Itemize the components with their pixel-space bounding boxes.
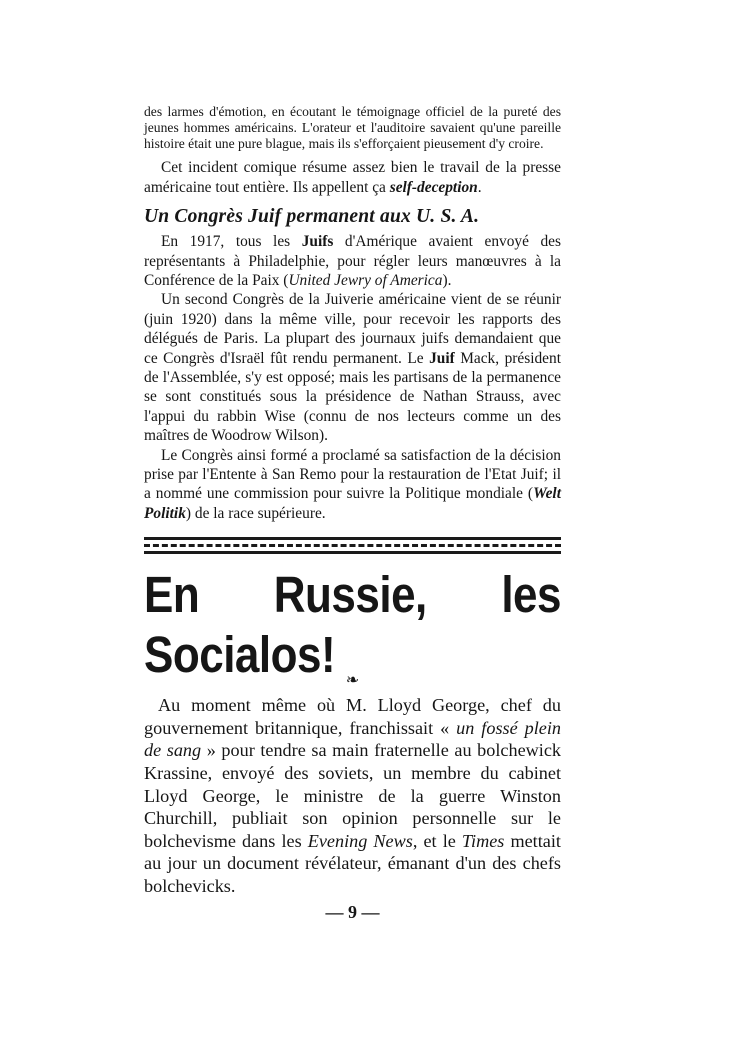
italic-run: Times — [461, 830, 505, 851]
italic-run: un fossé plein de sang — [144, 717, 561, 761]
paragraph-1917 — [144, 232, 561, 290]
italic-run: United Jewry of America — [288, 272, 443, 290]
text-run: Un second Congrès de la Juiverie américaine vient de se réunir (juin 1920) dans la même ville, pour recevoir les rapports des délégués de Paris. La plupart des journaux juifs demandaient que ce Congrès d'Israël fût rendu permanent. Le — [144, 291, 561, 367]
paragraph-second-congress — [144, 290, 561, 445]
top-paragraph: des larmes d'émotion, en écoutant le témoignage officiel de la pureté des jeunes hommes américains. L'orateur et l'auditoire savaient qu'une pareille histoire était une pure blague, mais ils s'efforçaient pieusement d'y croire. — [144, 104, 561, 151]
text-run: En 1917, tous les — [161, 233, 302, 251]
article-title: En Russie, les Socialos! — [144, 567, 561, 684]
italic-run: Evening News — [307, 830, 413, 851]
incident-paragraph — [144, 158, 561, 197]
ornament-icon: ❧ — [345, 672, 360, 690]
text-run: ) de la race supérieure. — [185, 504, 326, 522]
text-run: Le Congrès ainsi formé a proclamé sa satisfaction de la décision prise par l'Entente à San Remo pour la restauration de l'Etat Juif; il a nommé une commission pour suivre la Politique mondiale ( — [144, 446, 561, 503]
incident-emphasis: self-deception — [389, 178, 478, 196]
section-divider — [144, 537, 561, 554]
incident-text: Cet incident comique résume assez bien le travail de la presse américaine tout entière. Ils appellent ça — [144, 159, 561, 196]
section-heading: Un Congrès Juif permanent aux U. S. A. — [144, 206, 480, 228]
text-run: » pour tendre sa main fraternelle au bolchewick Krassine, envoyé des soviets, un membre du cabinet Lloyd George, le ministre de la guerre Winston Churchill, publiait son opinion personnelle sur le bolchevisme dans les — [144, 740, 561, 851]
text-run: Au moment même où M. Lloyd George, chef du gouvernement britannique, franchissait « — [144, 695, 561, 738]
bold-run: Juifs — [301, 233, 334, 251]
page-number: — 9 — — [325, 901, 380, 922]
text-run: mettait au jour un document révélateur, émanant d'un des chefs bolchevicks. — [144, 830, 561, 897]
text-run: , et le — [412, 830, 462, 851]
paragraph-congress-formed — [144, 446, 561, 524]
incident-end: . — [477, 178, 482, 196]
italic-run: Welt Politik — [144, 485, 561, 522]
text-run: Mack, président de l'Assemblée, s'y est opposé; mais les partisans de la permanence se sont constitués sous la présidence de Nathan Strauss, avec l'appui du rabbin Wise (connu de nos lecteurs comme un des maîtres de Woodrow Wilson). — [144, 349, 561, 445]
text-run: d'Amérique avaient envoyé des représentants à Philadelphie, pour régler leurs manœuvres à la Conférence de la Paix ( — [144, 233, 562, 290]
russia-paragraph — [144, 694, 561, 897]
text-run: ). — [442, 272, 452, 290]
page — [144, 104, 561, 923]
bold-run: Juif — [429, 349, 455, 367]
